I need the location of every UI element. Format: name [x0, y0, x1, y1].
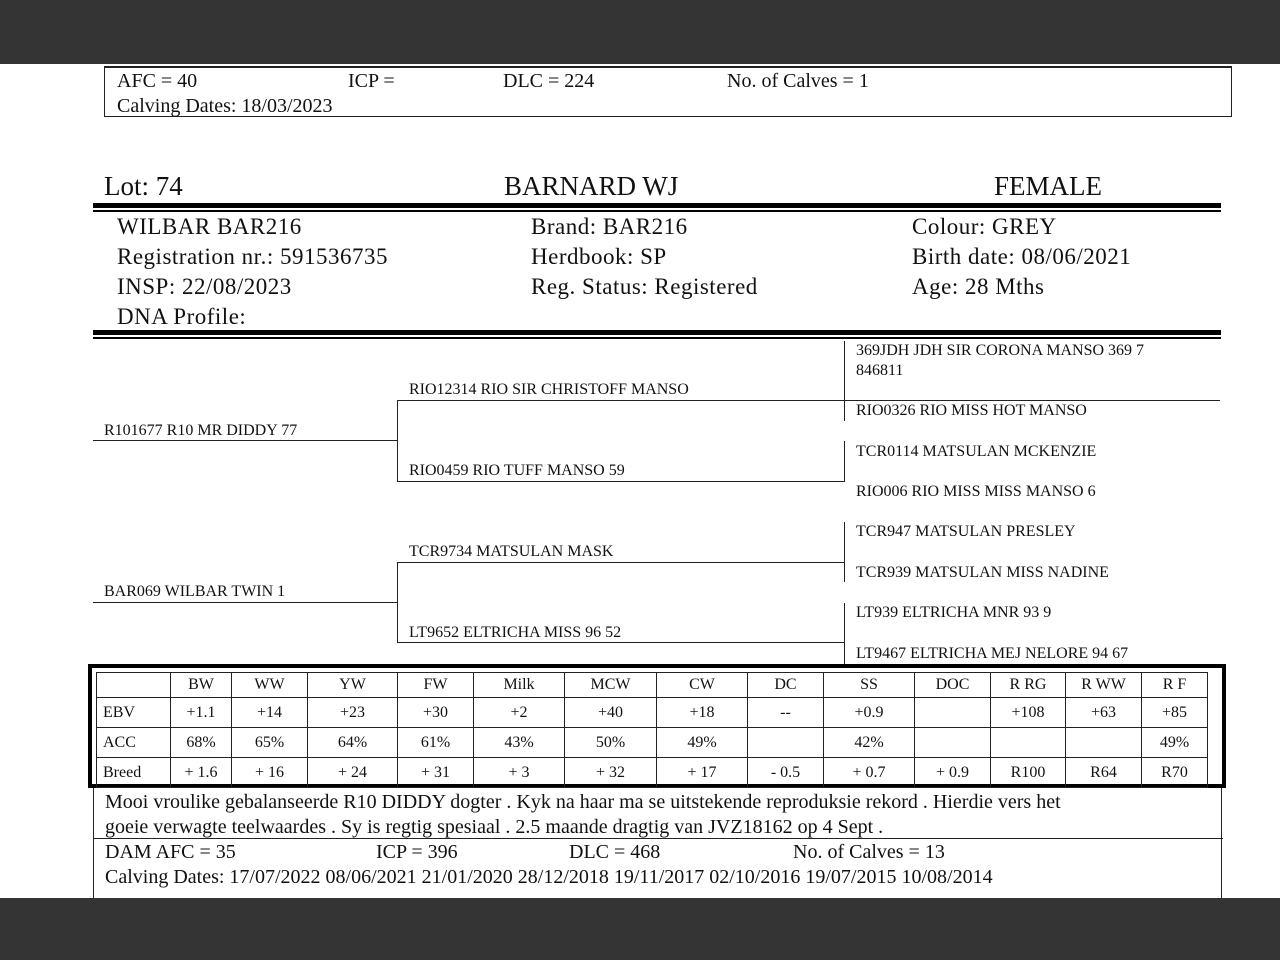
breed-cell: + 3: [474, 758, 565, 788]
ebv-table: [96, 672, 1208, 788]
info-rule: [93, 330, 1221, 335]
acc-cell: 49%: [657, 728, 748, 758]
animal-sex: FEMALE: [994, 171, 1102, 201]
herdbook: Herdbook: SP: [531, 244, 667, 269]
ebv-header-cell: DOC: [915, 673, 991, 698]
ebv-header-cell: R F: [1142, 673, 1208, 698]
acc-row: [97, 728, 1208, 758]
acc-cell: 49%: [1142, 728, 1208, 758]
ggp-label-1: 369JDH JDH SIR CORONA MANSO 369 7: [856, 342, 1145, 359]
comment-line-2: goeie verwagte teelwaardes . Sy is regtig spesiaal . 2.5 maande dragtig van JVZ18162 op 4 Sept .: [105, 816, 884, 838]
ebv-cell: +85: [1142, 698, 1208, 728]
acc-cell: 43%: [474, 728, 565, 758]
ggp-label-7: LT939 ELTRICHA MNR 93 9: [856, 604, 1052, 621]
comment-line-1: Mooi vroulike gebalanseerde R10 DIDDY dogter . Kyk na haar ma se uitstekende reproduksie rekord . Hierdie vers het: [105, 791, 1061, 813]
dam-calving-dates: Calving Dates: 17/07/2022 08/06/2021 21/01/2020 28/12/2018 19/11/2017 02/10/2016 19/07/2015 10/08/2014: [105, 866, 993, 888]
breed-cell: R70: [1142, 758, 1208, 788]
acc-cell: 65%: [232, 728, 308, 758]
ggp-label-6: TCR939 MATSULAN MISS NADINE: [856, 564, 1109, 581]
ebv-cell: +18: [657, 698, 748, 728]
ebv-header-cell: SS: [824, 673, 915, 698]
ebv-header-cell: FW: [398, 673, 474, 698]
registration-status: Reg. Status: Registered: [531, 274, 758, 299]
brand: Brand: BAR216: [531, 214, 688, 239]
prev-calving-dates: Calving Dates: 18/03/2023: [117, 95, 333, 117]
ebv-cell: +2: [474, 698, 565, 728]
breed-cell: Breed: [97, 758, 171, 788]
sire-sire-label: RIO12314 RIO SIR CHRISTOFF MANSO: [409, 381, 689, 398]
breed-cell: + 0.7: [824, 758, 915, 788]
acc-cell: 42%: [824, 728, 915, 758]
breed-cell: - 0.5: [748, 758, 824, 788]
animal-name: WILBAR BAR216: [117, 214, 302, 239]
breed-cell: + 24: [308, 758, 398, 788]
breeder-name: BARNARD WJ: [504, 171, 679, 201]
breed-cell: + 17: [657, 758, 748, 788]
sire-label: R101677 R10 MR DIDDY 77: [104, 422, 298, 439]
colour: Colour: GREY: [912, 214, 1057, 239]
prev-calves: No. of Calves = 1: [727, 70, 869, 92]
prev-icp: ICP =: [348, 70, 395, 92]
ebv-cell: +23: [308, 698, 398, 728]
age: Age: 28 Mths: [912, 274, 1045, 299]
inspection-date: INSP: 22/08/2023: [117, 274, 292, 299]
ebv-cell: +108: [991, 698, 1066, 728]
ebv-header-cell: YW: [308, 673, 398, 698]
breed-cell: + 31: [398, 758, 474, 788]
dam-dlc: DLC = 468: [569, 841, 661, 863]
breed-cell: + 16: [232, 758, 308, 788]
header-rule-thin: [93, 210, 1221, 212]
ggp-label-5: TCR947 MATSULAN PRESLEY: [856, 523, 1076, 540]
ggp-label-8: LT9467 ELTRICHA MEJ NELORE 94 67: [856, 645, 1129, 662]
acc-cell: [1066, 728, 1142, 758]
viewer-top-bar: [0, 0, 1280, 64]
breed-row: [97, 758, 1208, 788]
dam-dam-label: LT9652 ELTRICHA MISS 96 52: [409, 624, 622, 641]
ebv-cell: EBV: [97, 698, 171, 728]
dna-profile: DNA Profile:: [117, 304, 247, 329]
ggp-label-2: RIO0326 RIO MISS HOT MANSO: [856, 402, 1087, 419]
birth-date: Birth date: 08/06/2021: [912, 244, 1132, 269]
viewer-bottom-bar: [0, 898, 1280, 960]
acc-cell: [748, 728, 824, 758]
ebv-header-cell: [97, 673, 171, 698]
ebv-header-cell: BW: [171, 673, 232, 698]
info-rule-thin: [93, 337, 1221, 339]
prev-dlc: DLC = 224: [503, 70, 595, 92]
sire-dam-label: RIO0459 RIO TUFF MANSO 59: [409, 462, 625, 479]
lot-number: Lot: 74: [104, 171, 183, 201]
dam-calves: No. of Calves = 13: [793, 841, 945, 863]
acc-cell: 61%: [398, 728, 474, 758]
ebv-cell: +1.1: [171, 698, 232, 728]
ebv-cell: +14: [232, 698, 308, 728]
ebv-header-cell: WW: [232, 673, 308, 698]
ebv-header-cell: DC: [748, 673, 824, 698]
ggp-label-1-cont: 846811: [856, 362, 904, 379]
ebv-cell: +30: [398, 698, 474, 728]
comment-box: [93, 788, 1222, 900]
acc-cell: 50%: [565, 728, 657, 758]
prev-afc: AFC = 40: [117, 70, 198, 92]
breed-cell: R100: [991, 758, 1066, 788]
ebv-header-row: [97, 673, 1208, 698]
acc-cell: ACC: [97, 728, 171, 758]
acc-cell: 68%: [171, 728, 232, 758]
ebv-header-cell: R WW: [1066, 673, 1142, 698]
dam-icp: ICP = 396: [376, 841, 458, 863]
ebv-header-cell: MCW: [565, 673, 657, 698]
acc-cell: [991, 728, 1066, 758]
ebv-header-cell: CW: [657, 673, 748, 698]
ebv-cell: +0.9: [824, 698, 915, 728]
acc-cell: [915, 728, 991, 758]
ebv-header-cell: Milk: [474, 673, 565, 698]
dam-label: BAR069 WILBAR TWIN 1: [104, 583, 286, 600]
acc-cell: 64%: [308, 728, 398, 758]
header-rule: [93, 203, 1221, 208]
ebv-cell: [915, 698, 991, 728]
ebv-row: [97, 698, 1208, 728]
ebv-header-cell: R RG: [991, 673, 1066, 698]
breed-cell: R64: [1066, 758, 1142, 788]
ebv-cell: --: [748, 698, 824, 728]
ebv-cell: +63: [1066, 698, 1142, 728]
previous-lot-record: [104, 66, 1232, 117]
dam-sire-label: TCR9734 MATSULAN MASK: [409, 543, 614, 560]
breed-cell: + 1.6: [171, 758, 232, 788]
ebv-cell: +40: [565, 698, 657, 728]
ggp-label-4: RIO006 RIO MISS MISS MANSO 6: [856, 483, 1096, 500]
breed-cell: + 0.9: [915, 758, 991, 788]
dam-afc: DAM AFC = 35: [105, 841, 236, 863]
ggp-label-3: TCR0114 MATSULAN MCKENZIE: [856, 443, 1097, 460]
comment-divider: [94, 838, 1223, 839]
breed-cell: + 32: [565, 758, 657, 788]
registration-number: Registration nr.: 591536735: [117, 244, 388, 269]
